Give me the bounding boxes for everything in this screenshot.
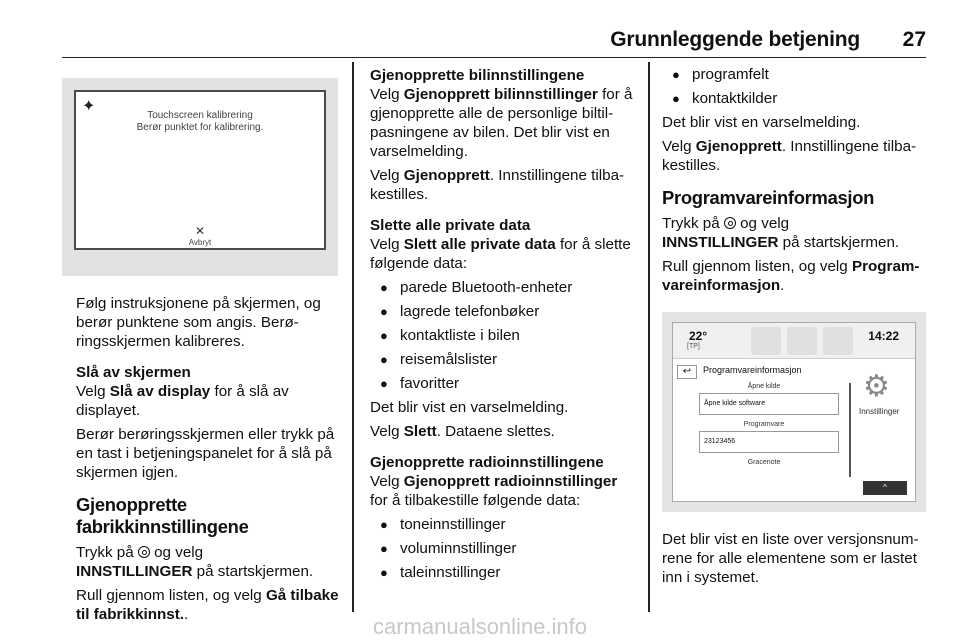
menu-term: INNSTILLINGER <box>76 563 193 580</box>
heading-private-data: Slette alle private data <box>370 217 531 234</box>
page-number: 27 <box>902 28 926 51</box>
text: . <box>780 277 785 294</box>
list-item: ● favoritter <box>370 374 638 393</box>
screen-off-paragraph <box>76 382 342 420</box>
page-header-title: Grunnleggende betjening <box>610 28 860 51</box>
software-paragraph-2 <box>662 257 928 295</box>
menu-term: Slett alle private data <box>403 236 556 253</box>
heading-screen-off: Slå av skjermen <box>76 364 191 381</box>
text: for å slå av displayet. <box>76 383 289 419</box>
text: . <box>184 606 189 623</box>
list-item: ● taleinnstillinger <box>370 563 638 582</box>
heading-software-info: Programvareinformasjon <box>662 187 875 208</box>
settings-icon <box>724 217 736 229</box>
calibration-paragraph: Følg instruksjonene på skjermen, og berør punktene som angis. Berø-ringsskjermen kalibreres. <box>76 295 321 350</box>
text: Trykk på <box>662 215 724 232</box>
text: Velg <box>370 423 404 440</box>
software-info-screenshot <box>662 312 926 512</box>
text: Rull gjennom listen, og velg <box>76 587 266 604</box>
list-item: ● kontaktliste i bilen <box>370 326 638 345</box>
crosshair-icon: ✦ <box>82 98 96 115</box>
menu-term: Slå av display <box>109 383 211 400</box>
menu-term: Program-vareinformasjon <box>662 258 920 294</box>
text: Velg <box>662 138 696 155</box>
column-divider <box>352 62 354 612</box>
private-data-list <box>370 278 638 393</box>
text: Rull gjennom listen, og velg <box>662 258 852 275</box>
list-item: ● voluminnstillinger <box>370 539 638 558</box>
calibration-screenshot <box>62 78 338 276</box>
gear-icon: ⚙ <box>863 370 890 403</box>
text: Velg <box>370 167 404 184</box>
warning-text: Det blir vist en varselmelding. <box>662 114 861 131</box>
menu-term: Slett <box>403 423 437 440</box>
radio-data-list-continued <box>662 65 928 108</box>
collapse-button: ^ <box>863 481 907 495</box>
back-icon: ↩ <box>677 365 697 379</box>
text: . Innstillingene tilba-kestilles. <box>662 138 917 174</box>
restore-paragraph <box>662 137 928 175</box>
software-info-screen <box>672 322 916 502</box>
text: på startskjermen. <box>192 563 314 580</box>
tp-indicator: [TP] <box>687 343 700 350</box>
list-box: 23123456 <box>699 431 839 453</box>
radio-data-list <box>370 515 638 582</box>
text: og velg <box>149 544 204 561</box>
text: for å gjenopprette alle de personlige biltil-pasningene av bilen. Det blir vist en varselmelding. <box>370 86 633 160</box>
version-paragraph: Det blir vist en liste over versjonsnum-rene for alle elementene som er lastet inn i systemet. <box>662 531 919 586</box>
list-label: Programvare <box>743 421 785 428</box>
list-item: ● kontaktkilder <box>662 89 928 108</box>
text: Velg <box>370 473 404 490</box>
settings-icon <box>138 546 150 558</box>
text: for å tilbakestille følgende data: <box>370 492 581 509</box>
heading-radio-settings: Gjenopprette radioinnstillingene <box>370 454 604 471</box>
info-icon <box>823 327 853 355</box>
list-label: Åpne kilde <box>747 383 781 390</box>
text: for å slette følgende data: <box>370 236 631 272</box>
list-item: ● lagrede telefonbøker <box>370 302 638 321</box>
list-item: ● reisemålslister <box>370 350 638 369</box>
column-2 <box>370 66 638 582</box>
clock: 14:22 <box>868 329 899 343</box>
private-paragraph <box>370 235 638 273</box>
list-item: ● programfelt <box>662 65 928 84</box>
column-3-bottom <box>662 530 928 587</box>
menu-term: Gjenopprett radioinnstillinger <box>403 473 618 490</box>
heading-car-settings: Gjenopprette bilinnstillingene <box>370 67 585 84</box>
status-bar <box>673 323 915 359</box>
footer-watermark: carmanualsonline.info <box>372 614 588 639</box>
menu-term: Gjenopprett bilinnstillinger <box>403 86 598 103</box>
menu-term: INNSTILLINGER <box>662 234 779 251</box>
cancel-label: Avbryt <box>188 238 212 247</box>
phone-icon <box>787 327 817 355</box>
calibration-screen <box>74 90 326 250</box>
column-1 <box>76 294 342 624</box>
column-3 <box>662 62 928 295</box>
delete-paragraph <box>370 422 638 441</box>
list-label: Gracenote <box>747 459 781 466</box>
car-paragraph-2 <box>370 166 638 204</box>
software-paragraph-1 <box>662 214 928 252</box>
factory-paragraph-1 <box>76 543 342 581</box>
heading-factory-reset: Gjenopprette fabrikkinnstillingene <box>76 494 249 537</box>
text: Trykk på <box>76 544 138 561</box>
screen-title: Programvareinformasjon <box>703 365 802 375</box>
text: Velg <box>76 383 110 400</box>
menu-term: Gjenopprett <box>403 167 490 184</box>
text: Velg <box>370 236 404 253</box>
text: og velg <box>735 215 790 232</box>
text: Velg <box>370 86 404 103</box>
calibration-title: Touchscreen kalibrering <box>147 110 253 121</box>
text: . Innstillingene tilba-kestilles. <box>370 167 625 203</box>
list-box: Åpne kilde software <box>699 393 839 415</box>
text: på startskjermen. <box>778 234 900 251</box>
warning-text: Det blir vist en varselmelding. <box>370 399 569 416</box>
touch-paragraph: Berør berøringsskjermen eller trykk på en tast i betjeningspanelet for å slå på skjermen igjen. <box>76 426 335 481</box>
calibration-text <box>76 110 324 134</box>
temperature: 22° <box>689 329 708 343</box>
scrollbar <box>849 383 851 477</box>
column-divider <box>648 62 650 612</box>
list-item: ● toneinnstillinger <box>370 515 638 534</box>
calibration-instruction: Berør punktet for kalibrering. <box>136 122 264 133</box>
menu-term: Gå tilbake til fabrikkinnst. <box>76 587 339 623</box>
radio-paragraph <box>370 472 638 510</box>
text: . Dataene slettes. <box>436 423 555 440</box>
menu-term: Gjenopprett <box>695 138 782 155</box>
nav-icon <box>751 327 781 355</box>
page-header <box>62 26 926 58</box>
list-item: ● parede Bluetooth-enheter <box>370 278 638 297</box>
close-icon: ✕ <box>194 224 206 238</box>
car-paragraph-1 <box>370 85 638 161</box>
settings-label: Innstillinger <box>859 407 900 416</box>
